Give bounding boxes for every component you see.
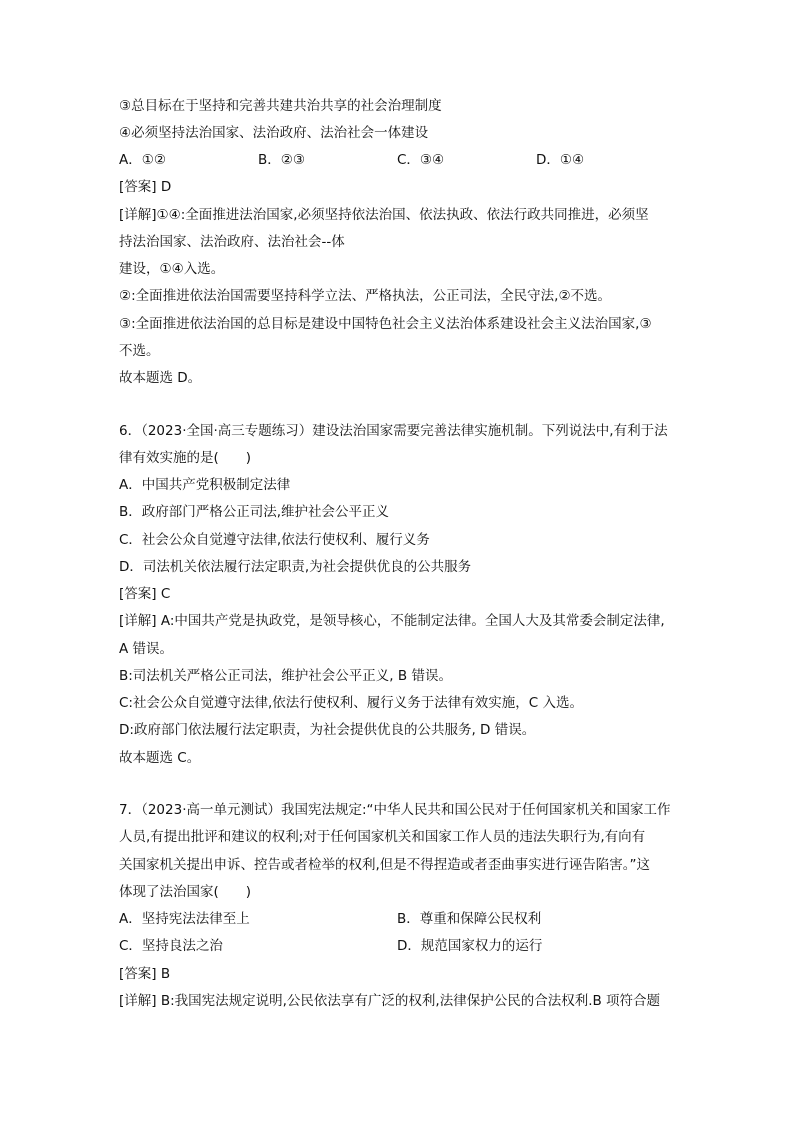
question-6-option-c: C．社会公众自觉遵守法律,依法行使权利、履行义务 bbox=[119, 532, 430, 548]
question-7-option-b: B．尊重和保障公民权利 bbox=[397, 911, 542, 927]
detail-line: 持法治国家、法治政府、法治社会--体 bbox=[119, 234, 345, 250]
question-7-stem: 7．（2023·高一单元测试）我国宪法规定:“中华人民共和国公民对于任何国家机关和国家工作 bbox=[119, 802, 671, 818]
question-6-detail: D:政府部门依法履行法定职责，为社会提供优良的公共服务, D 错误。 bbox=[119, 722, 536, 738]
question-6-detail: A 错误。 bbox=[119, 641, 174, 657]
question-7-option-d: D．规范国家权力的运行 bbox=[397, 938, 543, 954]
question-6-detail: [详解] A:中国共产党是执政党，是领导核心，不能制定法律。全国人大及其常委会制定法律, bbox=[119, 613, 665, 629]
detail-line: ②:全面推进依法治国需要坚持科学立法、严格执法，公正司法，全民守法,②不选。 bbox=[119, 288, 612, 304]
question-6-option-a: A．中国共产党积极制定法律 bbox=[119, 477, 291, 493]
question-7-detail: [详解] B:我国宪法规定说明,公民依法享有广泛的权利,法律保护公民的合法权利.B 项符合题 bbox=[119, 993, 661, 1009]
question-6-option-d: D．司法机关依法履行法定职责,为社会提供优良的公共服务 bbox=[119, 559, 472, 575]
choice-b: B．②③ bbox=[258, 152, 305, 168]
choice-d: D．①④ bbox=[536, 152, 585, 168]
question-6-answer: [答案] C bbox=[119, 586, 171, 602]
choice-c: C．③④ bbox=[397, 152, 445, 168]
question-6-detail: B:司法机关严格公正司法，维护社会公平正义, B 错误。 bbox=[119, 668, 452, 684]
question-6-detail: 故本题选 C。 bbox=[119, 750, 201, 766]
question-6-stem: 6．（2023·全国·高三专题练习）建设法治国家需要完善法律实施机制。下列说法中,有利于法 bbox=[119, 423, 668, 439]
question-6-stem: 律有效实施的是( ) bbox=[119, 450, 252, 466]
option-3-text: ③总目标在于坚持和完善共建共治共享的社会治理制度 bbox=[119, 98, 442, 114]
question-7-option-a: A．坚持宪法法律至上 bbox=[119, 911, 250, 927]
detail-line: [详解]①④:全面推进法治国家,必须坚持依法治国、依法执政、依法行政共同推进，必须坚 bbox=[119, 207, 649, 223]
question-7-stem: 关国家机关提出申诉、控告或者检举的权利,但是不得捏造或者歪曲事实进行诬告陷害。”这 bbox=[119, 857, 651, 873]
detail-line: 不选。 bbox=[119, 343, 160, 359]
question-7-option-c: C．坚持良法之治 bbox=[119, 938, 223, 954]
question-6-option-b: B．政府部门严格公正司法,维护社会公平正义 bbox=[119, 504, 390, 520]
choice-a: A．①② bbox=[119, 152, 166, 168]
question-7-stem: 体现了法治国家( ) bbox=[119, 884, 252, 900]
detail-line: 故本题选 D。 bbox=[119, 370, 202, 386]
option-4-text: ④必须坚持法治国家、法治政府、法治社会一体建设 bbox=[119, 125, 429, 141]
question-7-answer: [答案] B bbox=[119, 966, 171, 982]
question-6-detail: C:社会公众自觉遵守法律,依法行使权利、履行义务于法律有效实施，C 入选。 bbox=[119, 695, 583, 711]
answer-line: [答案] D bbox=[119, 179, 172, 195]
detail-line: ③:全面推进依法治国的总目标是建设中国特色社会主义法治体系建设社会主义法治国家,③ bbox=[119, 316, 652, 332]
question-7-stem: 人员,有提出批评和建议的权利;对于任何国家机关和国家工作人员的违法失职行为,有向有 bbox=[119, 829, 646, 845]
detail-line: 建设，①④入选。 bbox=[119, 261, 225, 277]
